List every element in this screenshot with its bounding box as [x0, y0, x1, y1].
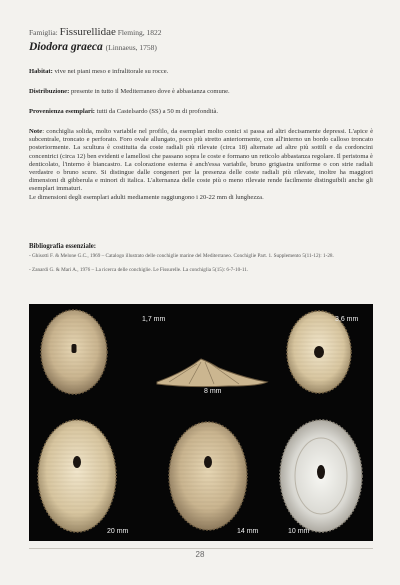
distribution-paragraph	[29, 88, 373, 96]
species-title	[29, 41, 157, 53]
shell-interior-specimen	[280, 420, 362, 532]
bibliography-title: Bibliografia essenziale:	[29, 243, 97, 250]
species-name: Diodora graeca	[29, 41, 103, 53]
footer-divider	[29, 548, 373, 549]
bibliography-entry: - Ghisotti F. & Melone G.C., 1969 – Catalogo illustrato delle conchiglie marine del Mediterraneo. Conchiglie Part. 1. Supplemento 5(11-12): 1-28.	[29, 253, 334, 259]
distribution-text: presente in tutto il Mediterraneo dove è abbastanza comune.	[70, 88, 230, 95]
distribution-label: Distribuzione:	[29, 88, 70, 95]
shell-photo-plate	[29, 304, 373, 541]
family-line	[29, 26, 161, 38]
scale-label: 1,7 mm	[142, 316, 166, 323]
scale-label: 3,6 mm	[335, 316, 359, 323]
family-author: Fleming, 1822	[117, 28, 162, 37]
scale-label: 20 mm	[107, 528, 129, 535]
shell-photo-illustration	[29, 304, 373, 541]
shell-specimen	[41, 310, 107, 394]
scale-label: 14 mm	[237, 528, 259, 535]
provenance-label: Provenienza esemplari:	[29, 108, 95, 115]
shell-profile-specimen	[157, 359, 267, 387]
shell-specimen	[287, 311, 351, 393]
habitat-text: vive nei piani meso e infralitorale su rocce.	[54, 68, 169, 75]
family-label: Famiglia:	[29, 28, 58, 37]
provenance-paragraph	[29, 108, 373, 116]
page-number: 28	[195, 550, 205, 559]
species-author: (Linnaeus, 1758)	[105, 43, 157, 52]
bibliography-entry: - Zanardi G. & Mari A., 1976 – La ricerca delle conchiglie. Le Fissurelle. La conchiglia 5(15): 6-7-10-11.	[29, 267, 249, 273]
scale-label: 10 mm	[288, 528, 310, 535]
size-text: Le dimensioni degli esemplari adulti mediamente raggiungono i 20-22 mm di lunghezza.	[29, 193, 264, 201]
notes-paragraph	[29, 128, 373, 202]
family-name: Fissurellidae	[59, 26, 116, 38]
shell-specimen	[169, 422, 247, 530]
scale-label: 8 mm	[204, 388, 222, 395]
habitat-label: Habitat:	[29, 68, 53, 75]
shell-specimen	[38, 420, 116, 532]
provenance-text: tutti da Castelsardo (SS) a 50 m di profondità.	[96, 108, 219, 115]
notes-label: Note	[29, 128, 43, 135]
habitat-paragraph	[29, 68, 373, 76]
notes-text: : conchiglia solida, molto variabile nel profilo, da esemplari molto conici si passa ad altri decisamente depressi. L'apice è subcentrale, troncato e perforato. Foro ovale allungato, poco più stretto anteriormente, con all'interno un bordo calloso troncato posteriormente. La scultura è costituita da coste radiali più rilevate (circa 18) alternate ad altre più sottili e da cordoncini concentrici (circa 12) ben evidenti e lamellosi che passano sopra le coste e formano un reticolo abbastanza regolare. Il peristoma è denticolato, l'interno è biancastro. La colorazione esterna è anch'essa variabile, bruno grigiastra uniforme o con strie radiali verdastre o bruno scure. Si distingue dalle congeneri per la presenza delle coste radiali più rilevate, inoltre ha maggiori dimensioni di gibberula e minori di italica. L'alternanza delle coste più o meno rilevate rende facilmente distinguibili anche gli esemplari immaturi.	[29, 128, 373, 193]
